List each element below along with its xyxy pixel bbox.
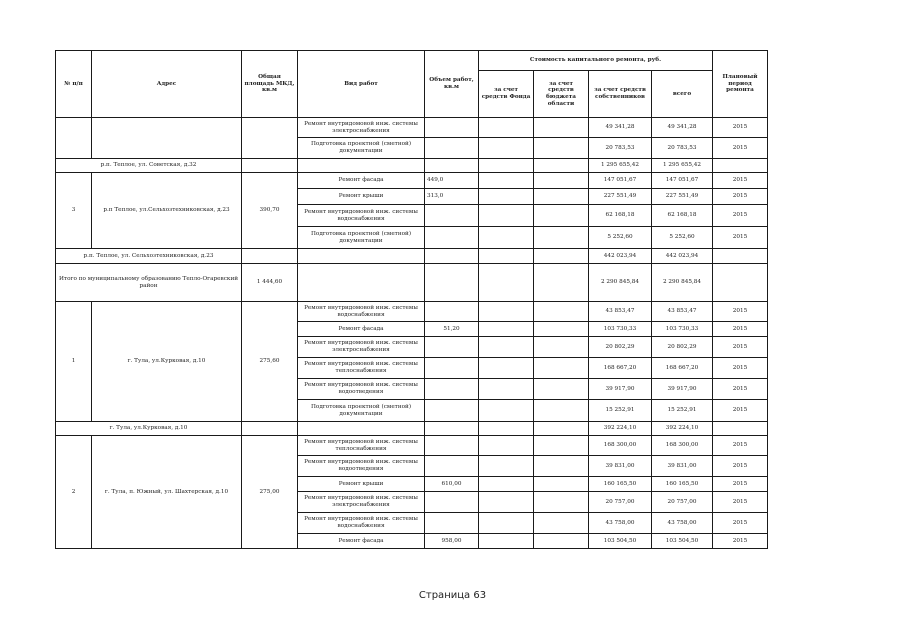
work-type-cell: Ремонт внутридомовой инж. системы водоотведения <box>298 456 425 477</box>
volume-cell <box>425 492 479 513</box>
subtotal-label: г. Тула, ул.Курковая, д.10 <box>56 422 242 436</box>
period-cell: 2015 <box>713 358 768 379</box>
volume-cell <box>425 138 479 159</box>
total-cell: 5 252,60 <box>652 227 713 249</box>
work-type-cell: Ремонт внутридомовой инж. системы теплоснабжения <box>298 436 425 456</box>
fund-cell <box>479 138 534 159</box>
subtotal-label: р.п. Теплое, ул. Советская, д.32 <box>56 159 242 173</box>
work-type-cell: Ремонт фасада <box>298 534 425 549</box>
work-type-cell: Ремонт внутридомовой инж. системы электроснабжения <box>298 118 425 138</box>
owners-cell: 1 295 655,42 <box>589 159 652 173</box>
region-budget-cell <box>534 477 589 492</box>
work-type-cell: Ремонт крыши <box>298 189 425 205</box>
total-cell: 147 051,67 <box>652 173 713 189</box>
owners-cell: 20 757,00 <box>589 492 652 513</box>
total-cell: 39 917,90 <box>652 379 713 400</box>
period-cell: 2015 <box>713 456 768 477</box>
area-cell <box>242 249 298 264</box>
fund-cell <box>479 492 534 513</box>
header-area: Общая площадь МКД, кв.м <box>242 51 298 118</box>
total-cell: 20 757,00 <box>652 492 713 513</box>
area-cell: 275,00 <box>242 436 298 549</box>
fund-cell <box>479 205 534 227</box>
work-type-cell: Ремонт внутридомовой инж. системы электроснабжения <box>298 337 425 358</box>
period-cell: 2015 <box>713 337 768 358</box>
volume-cell <box>425 436 479 456</box>
header-region-budget: за счет средств бюджета области <box>534 71 589 118</box>
address-cell: г. Тула, п. Южный, ул. Шахтерская, д.10 <box>92 436 242 549</box>
period-cell: 2015 <box>713 436 768 456</box>
region-budget-cell <box>534 205 589 227</box>
area-cell <box>242 422 298 436</box>
subtotal-row <box>56 249 768 264</box>
table-row <box>56 173 768 189</box>
owners-cell: 103 730,33 <box>589 322 652 337</box>
work-type-cell <box>298 264 425 302</box>
header-fund: за счет средств Фонда <box>479 71 534 118</box>
owners-cell: 43 853,47 <box>589 302 652 322</box>
region-budget-cell <box>534 534 589 549</box>
volume-cell <box>425 456 479 477</box>
region-budget-cell <box>534 456 589 477</box>
period-cell: 2015 <box>713 322 768 337</box>
owners-cell: 15 252,91 <box>589 400 652 422</box>
header-period: Плановый период ремонта <box>713 51 768 118</box>
region-budget-cell <box>534 118 589 138</box>
num-cell <box>56 118 92 159</box>
page-number: Страница 63 <box>418 590 487 601</box>
header-volume: Объем работ, кв.м <box>425 51 479 118</box>
period-cell <box>713 159 768 173</box>
owners-cell: 160 165,50 <box>589 477 652 492</box>
volume-cell <box>425 302 479 322</box>
period-cell: 2015 <box>713 534 768 549</box>
total-cell: 39 831,00 <box>652 456 713 477</box>
volume-cell <box>425 358 479 379</box>
owners-cell: 147 051,67 <box>589 173 652 189</box>
region-budget-cell <box>534 173 589 189</box>
volume-cell <box>425 249 479 264</box>
volume-cell: 313,0 <box>425 189 479 205</box>
volume-cell <box>425 159 479 173</box>
period-cell <box>713 249 768 264</box>
volume-cell <box>425 400 479 422</box>
work-type-cell: Ремонт внутридомовой инж. системы водоснабжения <box>298 205 425 227</box>
owners-cell: 392 224,10 <box>589 422 652 436</box>
region-budget-cell <box>534 249 589 264</box>
period-cell: 2015 <box>713 173 768 189</box>
work-type-cell <box>298 159 425 173</box>
fund-cell <box>479 534 534 549</box>
fund-cell <box>479 379 534 400</box>
region-budget-cell <box>534 513 589 534</box>
district-total-label: Итого по муниципальному образованию Тепло-Огаревский район <box>56 264 242 302</box>
owners-cell: 442 023,94 <box>589 249 652 264</box>
total-cell: 442 023,94 <box>652 249 713 264</box>
period-cell: 2015 <box>713 477 768 492</box>
period-cell <box>713 422 768 436</box>
owners-cell: 43 758,00 <box>589 513 652 534</box>
work-type-cell: Ремонт внутридомовой инж. системы теплоснабжения <box>298 358 425 379</box>
area-cell: 275,60 <box>242 302 298 422</box>
total-cell: 103 730,33 <box>652 322 713 337</box>
region-budget-cell <box>534 159 589 173</box>
owners-cell: 168 300,00 <box>589 436 652 456</box>
period-cell: 2015 <box>713 492 768 513</box>
owners-cell: 39 917,90 <box>589 379 652 400</box>
region-budget-cell <box>534 302 589 322</box>
volume-cell: 610,00 <box>425 477 479 492</box>
header-total: всего <box>652 71 713 118</box>
volume-cell <box>425 264 479 302</box>
fund-cell <box>479 322 534 337</box>
volume-cell <box>425 379 479 400</box>
region-budget-cell <box>534 264 589 302</box>
subtotal-label: р.п. Теплое, ул. Сельхозтехниковская, д.23 <box>56 249 242 264</box>
owners-cell: 62 168,18 <box>589 205 652 227</box>
region-budget-cell <box>534 400 589 422</box>
fund-cell <box>479 456 534 477</box>
volume-cell <box>425 422 479 436</box>
owners-cell: 20 802,29 <box>589 337 652 358</box>
header-address: Адрес <box>92 51 242 118</box>
owners-cell: 227 551,49 <box>589 189 652 205</box>
period-cell: 2015 <box>713 138 768 159</box>
period-cell: 2015 <box>713 118 768 138</box>
table-row <box>56 118 768 138</box>
fund-cell <box>479 173 534 189</box>
total-cell: 168 300,00 <box>652 436 713 456</box>
fund-cell <box>479 118 534 138</box>
fund-cell <box>479 249 534 264</box>
work-type-cell: Подготовка проектной (сметной) документации <box>298 227 425 249</box>
volume-cell <box>425 227 479 249</box>
region-budget-cell <box>534 138 589 159</box>
work-type-cell: Ремонт внутридомовой инж. системы водоснабжения <box>298 302 425 322</box>
fund-cell <box>479 422 534 436</box>
period-cell: 2015 <box>713 227 768 249</box>
owners-cell: 49 341,28 <box>589 118 652 138</box>
total-cell: 2 290 845,84 <box>652 264 713 302</box>
owners-cell: 20 783,53 <box>589 138 652 159</box>
owners-cell: 168 667,20 <box>589 358 652 379</box>
work-type-cell: Ремонт внутридомовой инж. системы электроснабжения <box>298 492 425 513</box>
region-budget-cell <box>534 189 589 205</box>
fund-cell <box>479 358 534 379</box>
fund-cell <box>479 227 534 249</box>
work-type-cell: Ремонт фасада <box>298 173 425 189</box>
subtotal-row <box>56 422 768 436</box>
region-budget-cell <box>534 422 589 436</box>
work-type-cell: Ремонт фасада <box>298 322 425 337</box>
region-budget-cell <box>534 227 589 249</box>
period-cell: 2015 <box>713 205 768 227</box>
fund-cell <box>479 477 534 492</box>
fund-cell <box>479 436 534 456</box>
owners-cell: 5 252,60 <box>589 227 652 249</box>
district-total-row <box>56 264 768 302</box>
period-cell <box>713 264 768 302</box>
total-cell: 62 168,18 <box>652 205 713 227</box>
total-cell: 49 341,28 <box>652 118 713 138</box>
volume-cell: 958,00 <box>425 534 479 549</box>
work-type-cell: Подготовка проектной (сметной) документации <box>298 138 425 159</box>
period-cell: 2015 <box>713 513 768 534</box>
owners-cell: 39 831,00 <box>589 456 652 477</box>
work-type-cell <box>298 249 425 264</box>
fund-cell <box>479 337 534 358</box>
capital-repair-table <box>55 50 768 549</box>
table-row <box>56 436 768 456</box>
area-cell: 1 444,60 <box>242 264 298 302</box>
total-cell: 1 295 655,42 <box>652 159 713 173</box>
work-type-cell <box>298 422 425 436</box>
num-cell: 2 <box>56 436 92 549</box>
total-cell: 43 758,00 <box>652 513 713 534</box>
volume-cell: 51,20 <box>425 322 479 337</box>
owners-cell: 2 290 845,84 <box>589 264 652 302</box>
volume-cell <box>425 513 479 534</box>
period-cell: 2015 <box>713 302 768 322</box>
total-cell: 20 802,29 <box>652 337 713 358</box>
fund-cell <box>479 302 534 322</box>
period-cell: 2015 <box>713 379 768 400</box>
volume-cell <box>425 205 479 227</box>
total-cell: 20 783,53 <box>652 138 713 159</box>
total-cell: 43 853,47 <box>652 302 713 322</box>
total-cell: 168 667,20 <box>652 358 713 379</box>
region-budget-cell <box>534 358 589 379</box>
fund-cell <box>479 189 534 205</box>
num-cell: 1 <box>56 302 92 422</box>
total-cell: 160 165,50 <box>652 477 713 492</box>
header-work-type: Вид работ <box>298 51 425 118</box>
work-type-cell: Ремонт внутридомовой инж. системы водоотведения <box>298 379 425 400</box>
header-cost-group: Стоимость капитального ремонта, руб. <box>479 51 713 71</box>
volume-cell: 449,0 <box>425 173 479 189</box>
region-budget-cell <box>534 492 589 513</box>
volume-cell <box>425 118 479 138</box>
region-budget-cell <box>534 337 589 358</box>
fund-cell <box>479 159 534 173</box>
total-cell: 103 504,50 <box>652 534 713 549</box>
total-cell: 392 224,10 <box>652 422 713 436</box>
address-cell: р.п Теплое, ул.Сельхозтехниковская, д.23 <box>92 173 242 249</box>
owners-cell: 103 504,50 <box>589 534 652 549</box>
area-cell: 390,70 <box>242 173 298 249</box>
subtotal-row <box>56 159 768 173</box>
work-type-cell: Ремонт внутридомовой инж. системы водоснабжения <box>298 513 425 534</box>
total-cell: 227 551,49 <box>652 189 713 205</box>
header-num: № п/п <box>56 51 92 118</box>
header-owners: за счет средств собственников <box>589 71 652 118</box>
area-cell <box>242 118 298 159</box>
total-cell: 15 252,91 <box>652 400 713 422</box>
volume-cell <box>425 337 479 358</box>
num-cell: 3 <box>56 173 92 249</box>
work-type-cell: Подготовка проектной (сметной) документации <box>298 400 425 422</box>
region-budget-cell <box>534 436 589 456</box>
region-budget-cell <box>534 322 589 337</box>
address-cell: г. Тула, ул.Курковая, д.10 <box>92 302 242 422</box>
fund-cell <box>479 400 534 422</box>
address-cell <box>92 118 242 159</box>
fund-cell <box>479 264 534 302</box>
work-type-cell: Ремонт крыши <box>298 477 425 492</box>
region-budget-cell <box>534 379 589 400</box>
period-cell: 2015 <box>713 189 768 205</box>
fund-cell <box>479 513 534 534</box>
area-cell <box>242 159 298 173</box>
table-row <box>56 302 768 322</box>
period-cell: 2015 <box>713 400 768 422</box>
